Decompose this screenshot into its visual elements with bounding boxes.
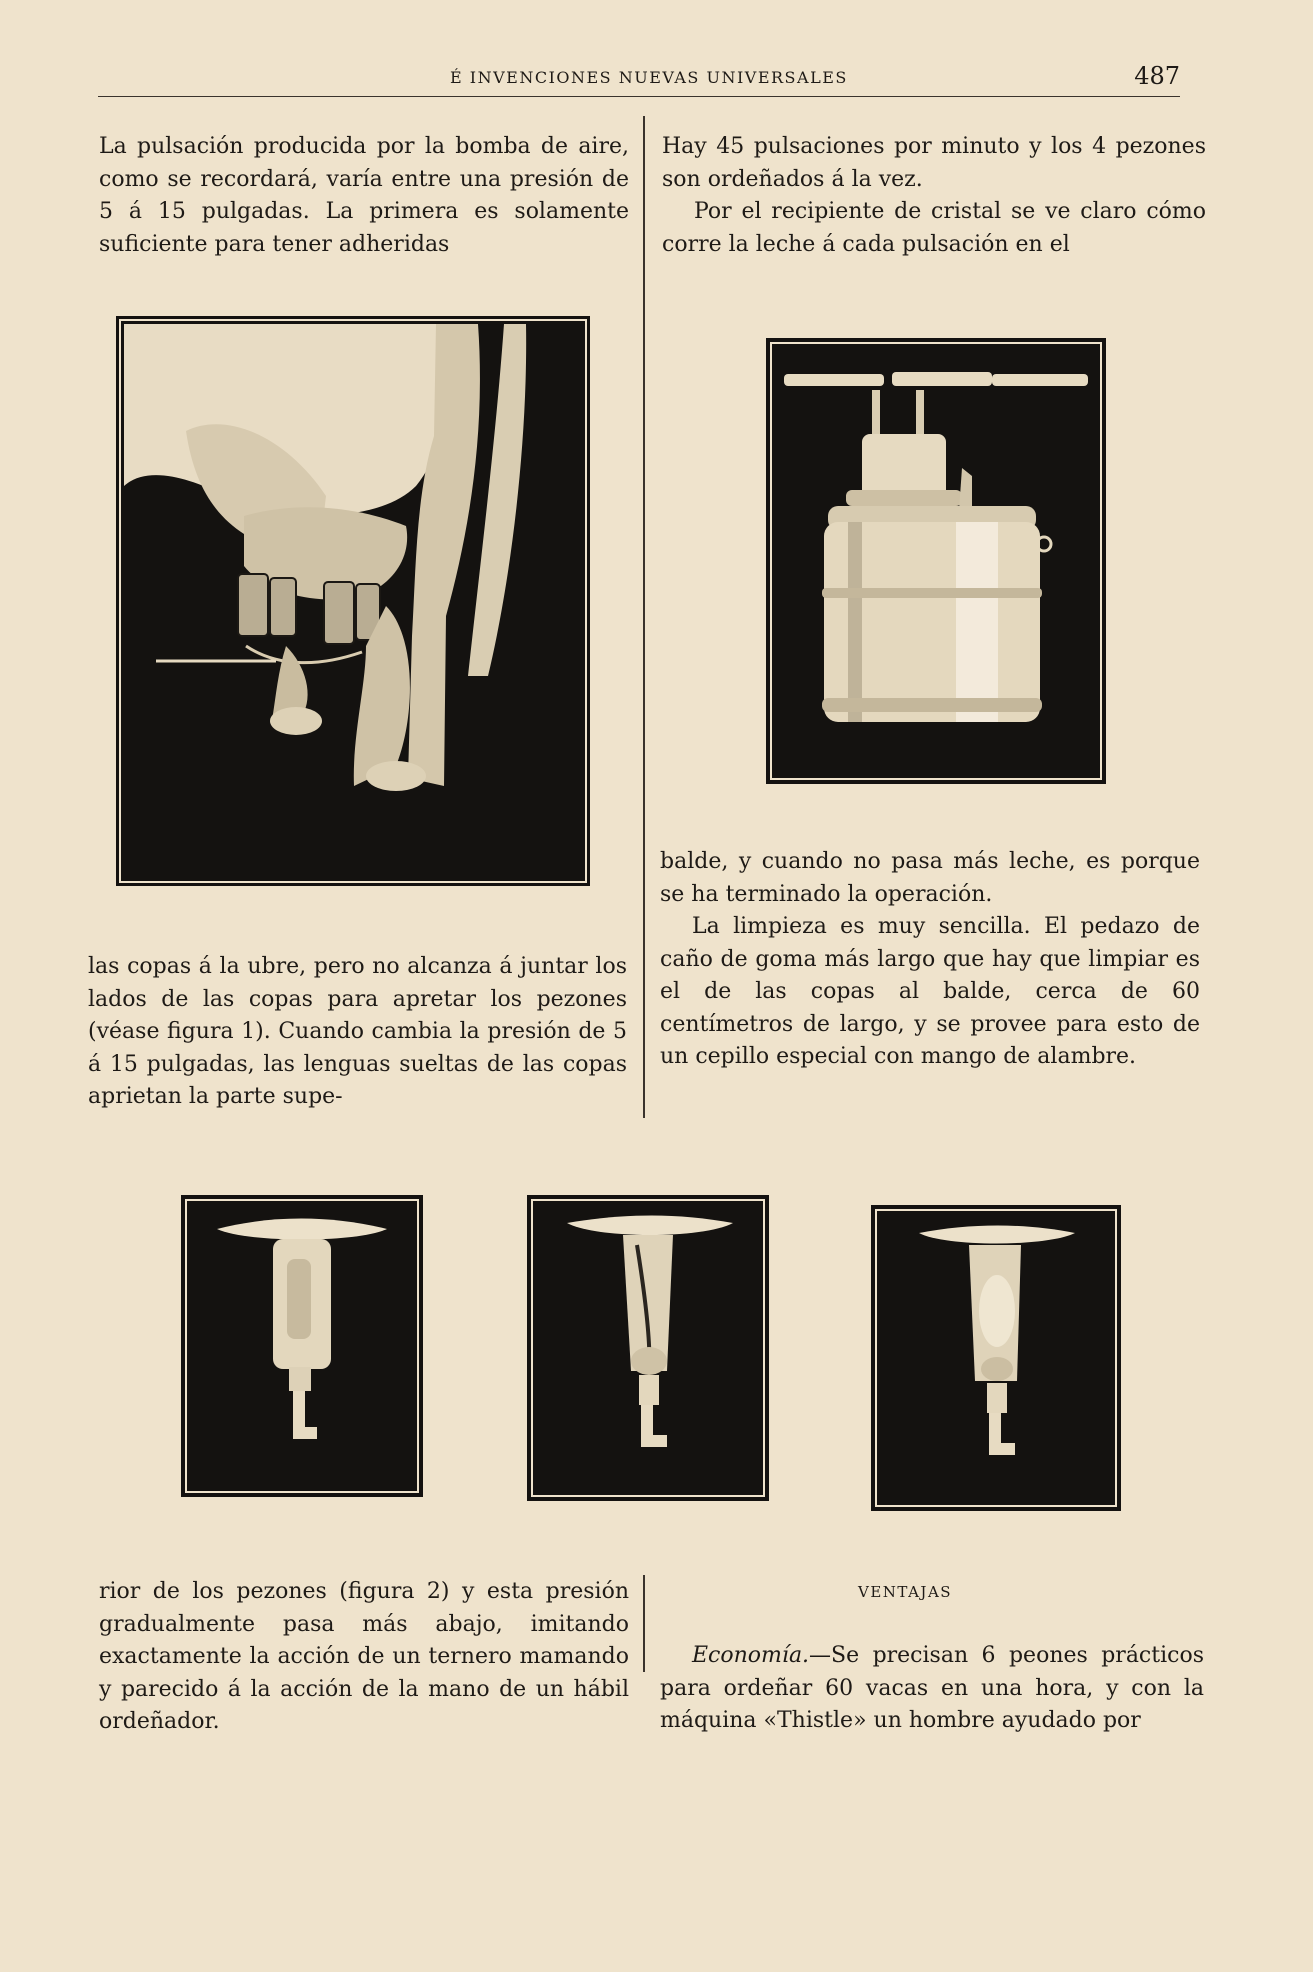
left-text-block-2 [88,951,627,1114]
figure-cow-udder [116,316,590,886]
figure-teat-cup-2 [527,1195,769,1501]
left-text-block-3 [99,1576,629,1739]
figure-milk-pail [766,338,1106,784]
paragraph: La pulsación producida por la bomba de aire, como se recordará, varía entre una presión de 5 á 15 pulgadas. La primera es solamente suficiente para tener adheridas [99,134,629,257]
teat-cup-illustration-1 [181,1195,423,1497]
teat-cup-illustration-3 [871,1205,1121,1511]
paragraph: Hay 45 pulsaciones por minuto y los 4 pezones son ordeñados á la vez. [662,134,1206,192]
teat-cup-illustration-2 [527,1195,769,1501]
figure-teat-cup-1 [181,1195,423,1497]
paragraph: La limpieza es muy sencilla. El pedazo de caño de goma más largo que hay que limpiar es el de las copas al balde, cerca de 60 centímetros de largo, y se provee para esto de un cepillo especial con mango de alambre. [660,914,1200,1069]
right-text-block-2 [660,846,1200,1074]
column-rule-bottom [643,1575,645,1672]
right-text-block-3 [660,1640,1204,1738]
paragraph: rior de los pezones (figura 2) y esta presión gradualmente pasa más abajo, imitando exactamente la acción de un ternero mamando y parecido á la acción de la mano de un hábil ordeñador. [99,1579,629,1734]
paragraph: balde, y cuando no pasa más leche, es porque se ha terminado la operación. [660,849,1200,907]
milk-pail-illustration [766,338,1106,784]
paragraph: las copas á la ubre, pero no alcanza á juntar los lados de las copas para apretar los pezones (véase figura 1). Cuando cambia la presión de 5 á 15 pulgadas, las lenguas sueltas de las copas aprietan la parte supe- [88,954,627,1109]
left-text-block-1 [99,131,629,261]
section-heading: VENTAJAS [858,1583,953,1601]
paragraph [660,1640,1204,1738]
cow-udder-illustration [116,316,590,886]
column-rule-top [643,116,645,1118]
running-header [98,62,1180,97]
running-title: É INVENCIONES NUEVAS UNIVERSALES [450,68,848,87]
italic-term: Economía. [692,1643,810,1668]
paragraph-text: —Se precisan 6 peones prácticos para ordeñar 60 vacas en una hora, y con la máquina «Thistle» un hombre ayudado por [660,1643,1204,1733]
figure-teat-cup-3 [871,1205,1121,1511]
page-number: 487 [1134,62,1180,90]
right-text-block-1 [662,131,1206,261]
paragraph: Por el recipiente de cristal se ve claro cómo corre la leche á cada pulsación en el [662,199,1206,257]
